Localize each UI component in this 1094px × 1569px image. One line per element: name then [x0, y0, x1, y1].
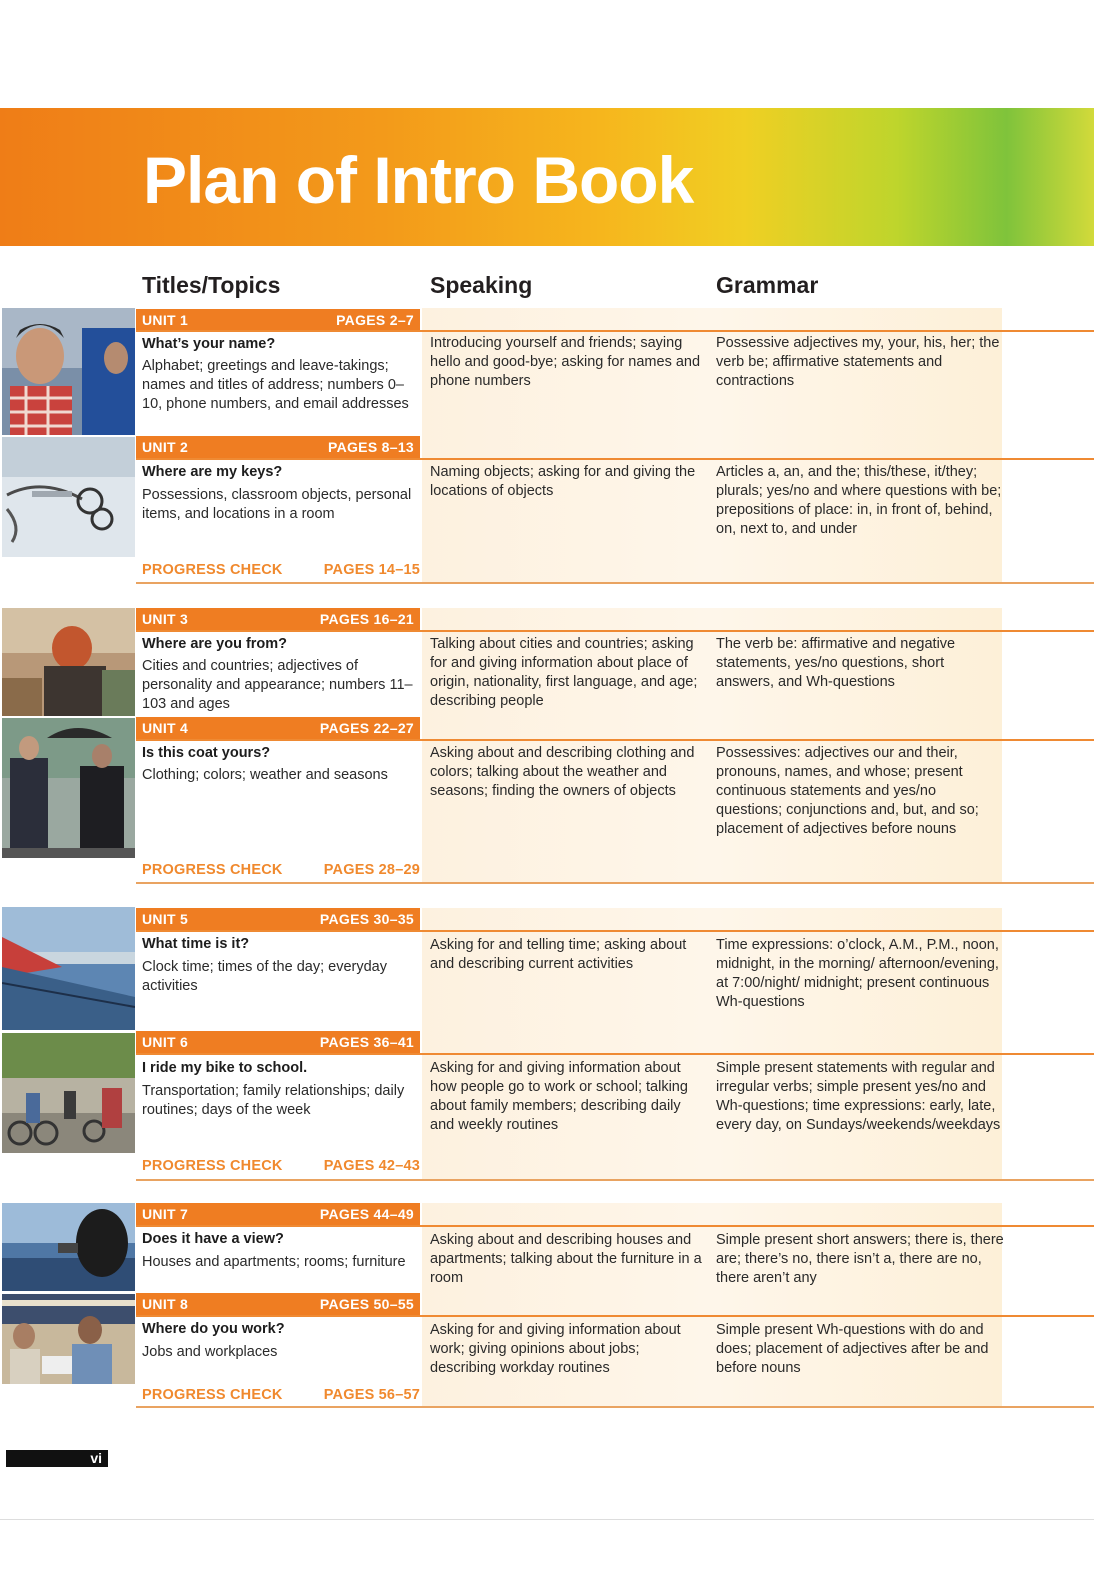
unit-label: UNIT 2 [142, 439, 189, 455]
unit-4-photo [2, 718, 135, 858]
unit-7-bar [136, 1203, 420, 1225]
unit-1-photo [2, 308, 135, 435]
unit-pages: PAGES 44–49 [319, 1206, 414, 1222]
unit-5-photo [2, 907, 135, 1030]
unit-topics: Alphabet; greetings and leave-takings; names and titles of address; numbers 0–10, phone numbers, and email addresses [142, 358, 409, 412]
section-divider [136, 882, 1094, 884]
progress-check-label: PROGRESS CHECK [142, 562, 283, 578]
progress-check-1 [142, 562, 420, 578]
unit-title: What’s your name? [142, 336, 276, 352]
progress-check-4 [142, 1387, 420, 1403]
progress-check-pages: PAGES 56–57 [323, 1387, 420, 1403]
unit-title: Does it have a view? [142, 1231, 284, 1247]
section-divider [136, 1406, 1094, 1408]
unit-label: UNIT 4 [142, 720, 189, 736]
unit-label: UNIT 3 [142, 611, 189, 627]
unit-title: Where do you work? [142, 1321, 285, 1337]
unit-title: Is this coat yours? [142, 745, 271, 761]
column-header-topics: Titles/Topics [142, 272, 281, 298]
unit-label: UNIT 6 [142, 1034, 189, 1050]
unit-topics: Clock time; times of the day; everyday activities [142, 959, 387, 994]
unit-pages: PAGES 30–35 [319, 911, 414, 927]
row-divider [136, 1225, 1094, 1227]
unit-pages: PAGES 2–7 [336, 312, 414, 328]
unit-7-photo [2, 1203, 135, 1291]
row-divider [136, 1053, 1094, 1055]
unit-title: Where are my keys? [142, 464, 283, 480]
unit-pages: PAGES 50–55 [319, 1296, 414, 1312]
progress-check-pages: PAGES 14–15 [323, 562, 420, 578]
page-number: vi [6, 1450, 108, 1467]
row-divider [136, 330, 1094, 332]
column-header-speaking: Speaking [430, 272, 533, 298]
unit-5-bar [136, 908, 420, 930]
unit-2-photo [2, 437, 135, 557]
row-divider [136, 930, 1094, 932]
unit-grammar: Articles a, an, and the; this/these, it/they; plurals; yes/no and where questions with be; prepositions of place: in, in front of, behind, on, next to, and under [716, 464, 1002, 537]
unit-6-photo [2, 1033, 135, 1153]
unit-3-photo [2, 608, 135, 716]
progress-check-2 [142, 862, 420, 878]
unit-topics: Cities and countries; adjectives of personality and appearance; numbers 11–103 and ages [142, 658, 413, 712]
progress-check-label: PROGRESS CHECK [142, 862, 283, 878]
unit-label: UNIT 7 [142, 1206, 189, 1222]
unit-3-bar [136, 608, 420, 630]
unit-grammar: Possessives: adjectives our and their, pronouns, names, and whose; present continuous statements and yes/no questions; conjunctions and, but, and so; placement of adjectives before nouns [716, 745, 979, 837]
unit-topics: Jobs and workplaces [142, 1344, 278, 1360]
unit-pages: PAGES 36–41 [319, 1034, 414, 1050]
unit-2-bar [136, 436, 420, 458]
unit-4-bar [136, 717, 420, 739]
unit-speaking: Asking about and describing clothing and colors; talking about the weather and seasons; finding the owners of objects [430, 745, 695, 799]
column-header-grammar: Grammar [716, 272, 819, 298]
section-divider [136, 1179, 1094, 1181]
unit-8-bar [136, 1293, 420, 1315]
unit-topics: Possessions, classroom objects, personal items, and locations in a room [142, 487, 412, 522]
row-divider [136, 1315, 1094, 1317]
row-divider [136, 739, 1094, 741]
unit-speaking: Naming objects; asking for and giving the locations of objects [430, 464, 696, 499]
unit-speaking: Asking for and giving information about how people go to work or school; talking about family members; describing daily and weekly routines [430, 1060, 688, 1133]
unit-grammar: Simple present short answers; there is, there are; there’s no, there isn’t a, there are no, there aren’t any [716, 1232, 1004, 1286]
unit-8-photo [2, 1294, 135, 1384]
row-divider [136, 458, 1094, 460]
unit-grammar: Simple present Wh-questions with do and does; placement of adjectives after be and before nouns [716, 1322, 989, 1376]
unit-speaking: Asking for and giving information about work; giving opinions about jobs; describing workday routines [430, 1322, 681, 1376]
unit-label: UNIT 1 [142, 312, 189, 328]
progress-check-label: PROGRESS CHECK [142, 1387, 283, 1403]
unit-pages: PAGES 22–27 [319, 720, 414, 736]
unit-label: UNIT 8 [142, 1296, 189, 1312]
unit-speaking: Asking about and describing houses and apartments; talking about the furniture in a room [430, 1232, 702, 1286]
footer-divider [0, 1519, 1094, 1520]
unit-6-bar [136, 1031, 420, 1053]
unit-topics: Clothing; colors; weather and seasons [142, 767, 388, 783]
page-title: Plan of Intro Book [143, 143, 694, 217]
unit-label: UNIT 5 [142, 911, 189, 927]
section-divider [136, 582, 1094, 584]
row-divider [136, 630, 1094, 632]
unit-speaking: Asking for and telling time; asking about and describing current activities [430, 937, 687, 972]
unit-grammar: The verb be: affirmative and negative statements, yes/no questions, short answers, and Wh-questions [716, 636, 956, 690]
progress-check-label: PROGRESS CHECK [142, 1158, 283, 1174]
unit-grammar: Possessive adjectives my, your, his, her; the verb be; affirmative statements and contractions [716, 335, 1000, 389]
unit-1-bar [136, 309, 420, 331]
unit-speaking: Introducing yourself and friends; saying hello and good-bye; asking for names and phone numbers [430, 335, 701, 389]
unit-pages: PAGES 16–21 [319, 611, 414, 627]
unit-title: I ride my bike to school. [142, 1060, 308, 1076]
unit-topics: Transportation; family relationships; daily routines; days of the week [142, 1083, 405, 1118]
progress-check-pages: PAGES 42–43 [323, 1158, 420, 1174]
unit-title: What time is it? [142, 936, 250, 952]
unit-grammar: Simple present statements with regular and irregular verbs; simple present yes/no and Wh-questions; time expressions: early, late, every day, on Sundays/weekends/weekdays [716, 1060, 1001, 1133]
unit-topics: Houses and apartments; rooms; furniture [142, 1254, 406, 1270]
progress-check-pages: PAGES 28–29 [323, 862, 420, 878]
unit-grammar: Time expressions: o’clock, A.M., P.M., noon, midnight, in the morning/ afternoon/evening, at 7:00/night/ midnight; present continuous Wh-questions [716, 937, 999, 1010]
unit-speaking: Talking about cities and countries; asking for and giving information about place of origin, nationality, first language, and age; describing people [430, 636, 698, 709]
progress-check-3 [142, 1158, 420, 1174]
unit-title: Where are you from? [142, 636, 288, 652]
unit-pages: PAGES 8–13 [327, 439, 414, 455]
